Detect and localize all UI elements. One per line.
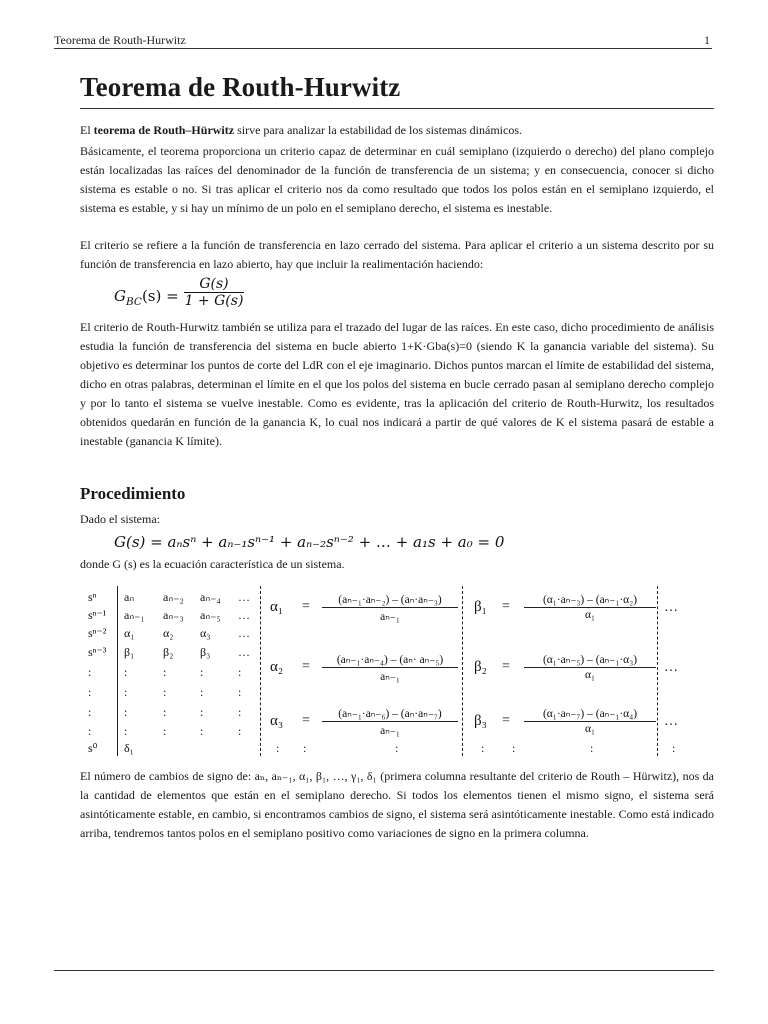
root-locus-paragraph: El criterio de Routh-Hurwitz también se utiliza para el trazado del lugar de las raíces. En este caso, dicho procedimiento de análisis estudia la función de transferencia del sistema en bucle abierto 1+K·Gba(s)=0 (siendo K la ganancia variable del sistema). Su objetivo es determinar los puntos de corte del LdR con el eje imaginario. Dichos puntos marcan el límite de estabilidad del sistema, dicho en otras palabras, determinan el límite en el que los polos del sistema en bucle cerrado pasan al semiplano derecho complejo y por lo tanto el sistema se vuelve inestable. Como es evidente, tras la aplicación del criterio de Routh-Hurwitz, los resultados obtenidos quedarán en función de la ganancia K, lo cual nos indicará a partir de qué valores de K el sistema pasará de estable a inestable (ganancia K límite). — [80, 320, 714, 448]
continuation-colon: : — [303, 741, 307, 755]
intro-text-post: sirve para analizar la estabilidad de los sistemas dinámicos. — [234, 123, 522, 137]
footer-divider — [54, 970, 714, 971]
routh-row-label: sⁿ⁻¹ — [88, 608, 107, 622]
routh-col1-cell: β₁ — [124, 645, 135, 659]
alpha-denominator: aₙ₋₁ — [322, 667, 458, 683]
eq1-denominator: 1 + G(s) — [184, 293, 244, 309]
section-heading-procedimiento: Procedimiento — [80, 484, 186, 503]
routh-col4-cell: : — [238, 705, 242, 719]
routh-col4-cell: : — [238, 724, 242, 738]
routh-col1-cell: aₙ — [124, 590, 135, 604]
beta-fraction — [524, 652, 656, 681]
routh-col1-cell: δ₁ — [124, 741, 134, 755]
alpha-equals: = — [302, 713, 310, 728]
routh-row-label: : — [88, 685, 92, 699]
beta-equals: = — [502, 599, 510, 614]
beta-denominator: α₁ — [524, 607, 656, 621]
continuation-ellipsis: … — [664, 714, 678, 729]
alpha-label: α₃ — [270, 713, 284, 729]
routh-col4-cell: : — [238, 685, 242, 699]
alpha-label: α₂ — [270, 659, 284, 675]
routh-col4-cell: … — [238, 626, 250, 640]
routh-row-label: sⁿ⁻² — [88, 626, 107, 640]
routh-col3-cell: aₙ₋₄ — [200, 590, 221, 604]
routh-col4-cell: … — [238, 645, 250, 659]
routh-col3-cell: : — [200, 685, 204, 699]
continuation-colon: : — [481, 741, 485, 755]
beta-fraction — [524, 706, 656, 735]
routh-col4-cell: … — [238, 608, 250, 622]
routh-row-label: s⁰ — [88, 741, 98, 755]
routh-col3-cell: α₃ — [200, 626, 211, 640]
routh-col2-cell: : — [163, 665, 167, 679]
alpha-label: α₁ — [270, 599, 284, 615]
beta-numerator: (α₁·aₙ₋₇) – (aₙ₋₁·α₄) — [542, 708, 638, 720]
eq1-lhs: G — [114, 287, 126, 305]
page-number: 1 — [704, 33, 710, 47]
alpha-equals: = — [302, 659, 310, 674]
routh-col3-cell: aₙ₋₅ — [200, 608, 221, 622]
routh-col2-cell: aₙ₋₂ — [163, 590, 184, 604]
routh-left-divider — [117, 586, 118, 756]
alpha-fraction — [322, 652, 458, 683]
routh-col2-cell: β₂ — [163, 645, 174, 659]
conclusion-paragraph: El número de cambios de signo de: aₙ, aₙ₋₁, α₁, β₁, …, γ₁, δ₁ (primera columna resultante del criterio de Routh – Hürwitz), nos da la cantidad de elementos que están en el semiplano derecho. Si todos los elementos tienen el mismo signo, el sistema será asintóticamente estable, en cambio, si encontramos cambios de signo, el sistema será asintóticamente inestable. Como está indicado arriba, tendremos tantos polos en el semiplano positivo como variaciones de signo en la primera columna. — [80, 769, 714, 840]
beta-denominator: α₁ — [524, 667, 656, 681]
beta-equals: = — [502, 659, 510, 674]
alpha-fraction — [322, 592, 458, 623]
routh-col2-cell: : — [163, 705, 167, 719]
routh-col4-cell: : — [238, 665, 242, 679]
routh-col3-cell: β₃ — [200, 645, 211, 659]
beta-denominator: α₁ — [524, 721, 656, 735]
routh-col3-cell: : — [200, 705, 204, 719]
eq1-lhs-arg: (s) = — [141, 287, 179, 305]
routh-row-label: : — [88, 665, 92, 679]
alpha-fraction — [322, 706, 458, 737]
routh-col1-cell: α₁ — [124, 626, 135, 640]
routh-col1-cell: : — [124, 724, 128, 738]
alpha-numerator: (aₙ₋₁·aₙ₋₄) – (aₙ· aₙ₋₅) — [336, 654, 444, 666]
alpha-equals: = — [302, 599, 310, 614]
continuation-ellipsis: … — [664, 660, 678, 675]
routh-col1-cell: aₙ₋₁ — [124, 608, 145, 622]
alpha-denominator: aₙ₋₁ — [322, 607, 458, 623]
continuation-ellipsis: … — [664, 600, 678, 615]
beta-numerator: (α₁·aₙ₋₅) – (aₙ₋₁·α₃) — [542, 654, 638, 666]
page-title: Teorema de Routh-Hurwitz — [80, 72, 401, 102]
routh-dashed-divider-3 — [657, 586, 658, 756]
routh-col2-cell: : — [163, 724, 167, 738]
routh-col2-cell: aₙ₋₃ — [163, 608, 184, 622]
intro-paragraph-3: El criterio se refiere a la función de transferencia en lazo cerrado del sistema. Para aplicar el criterio a un sistema descrito por su función de transferencia en lazo abierto, hay que incluir la realimentación haciendo: — [80, 238, 714, 271]
beta-label: β₂ — [474, 659, 487, 675]
routh-col3-cell: : — [200, 665, 204, 679]
routh-dashed-divider-2 — [462, 586, 463, 756]
theorem-name: teorema de Routh–Hürwitz — [93, 123, 235, 137]
continuation-colon: : — [590, 741, 594, 755]
routh-col2-cell: α₂ — [163, 626, 174, 640]
routh-col4-cell: … — [238, 590, 250, 604]
intro-text-pre: El — [80, 123, 94, 137]
routh-col3-cell: : — [200, 724, 204, 738]
routh-col1-cell: : — [124, 705, 128, 719]
continuation-colon: : — [395, 741, 399, 755]
beta-label: β₃ — [474, 713, 487, 729]
routh-col1-cell: : — [124, 685, 128, 699]
routh-row-label: : — [88, 705, 92, 719]
intro-paragraph-2: Básicamente, el teorema proporciona un criterio capaz de determinar en cuál semiplano (izquierdo o derecho) del plano complejo están localizadas las raíces del denominador de la función de transferencia de un sistema; y en consecuencia, conocer si dicho sistema es estable o no. Si tras aplicar el criterio nos da como resultado que todos los polos están en el semiplano izquierdo, el sistema es estable, y si hay un mínimo de un polo en el semiplano derecho, el sistema es inestable. — [80, 144, 714, 215]
eq1-lhs-sub: BC — [125, 296, 142, 308]
routh-row-label: sⁿ⁻³ — [88, 645, 107, 659]
beta-numerator: (α₁·aₙ₋₃) – (aₙ₋₁·α₂) — [542, 594, 638, 606]
routh-col1-cell: : — [124, 665, 128, 679]
characteristic-equation-note: donde G (s) es la ecuación característica de un sistema. — [80, 557, 345, 571]
routh-row-label: sⁿ — [88, 590, 97, 604]
continuation-colon: : — [672, 741, 676, 755]
given-system-text: Dado el sistema: — [80, 512, 160, 526]
alpha-numerator: (aₙ₋₁·aₙ₋₂) – (aₙ·aₙ₋₃) — [338, 594, 442, 606]
alpha-numerator: (aₙ₋₁·aₙ₋₆) – (aₙ·aₙ₋₇) — [338, 708, 442, 720]
beta-label: β₁ — [474, 599, 487, 615]
routh-col2-cell: : — [163, 685, 167, 699]
routh-dashed-divider-1 — [260, 586, 261, 756]
eq1-numerator: G(s) — [199, 276, 229, 292]
routh-row-label: : — [88, 724, 92, 738]
continuation-colon: : — [512, 741, 516, 755]
beta-fraction — [524, 592, 656, 621]
running-title: Teorema de Routh-Hurwitz — [54, 33, 186, 47]
beta-equals: = — [502, 713, 510, 728]
continuation-colon: : — [276, 741, 280, 755]
alpha-denominator: aₙ₋₁ — [322, 721, 458, 737]
characteristic-equation: G(s) = aₙsⁿ + aₙ₋₁sⁿ⁻¹ + aₙ₋₂sⁿ⁻² + … + a₁s + a₀ = 0 — [114, 533, 505, 551]
